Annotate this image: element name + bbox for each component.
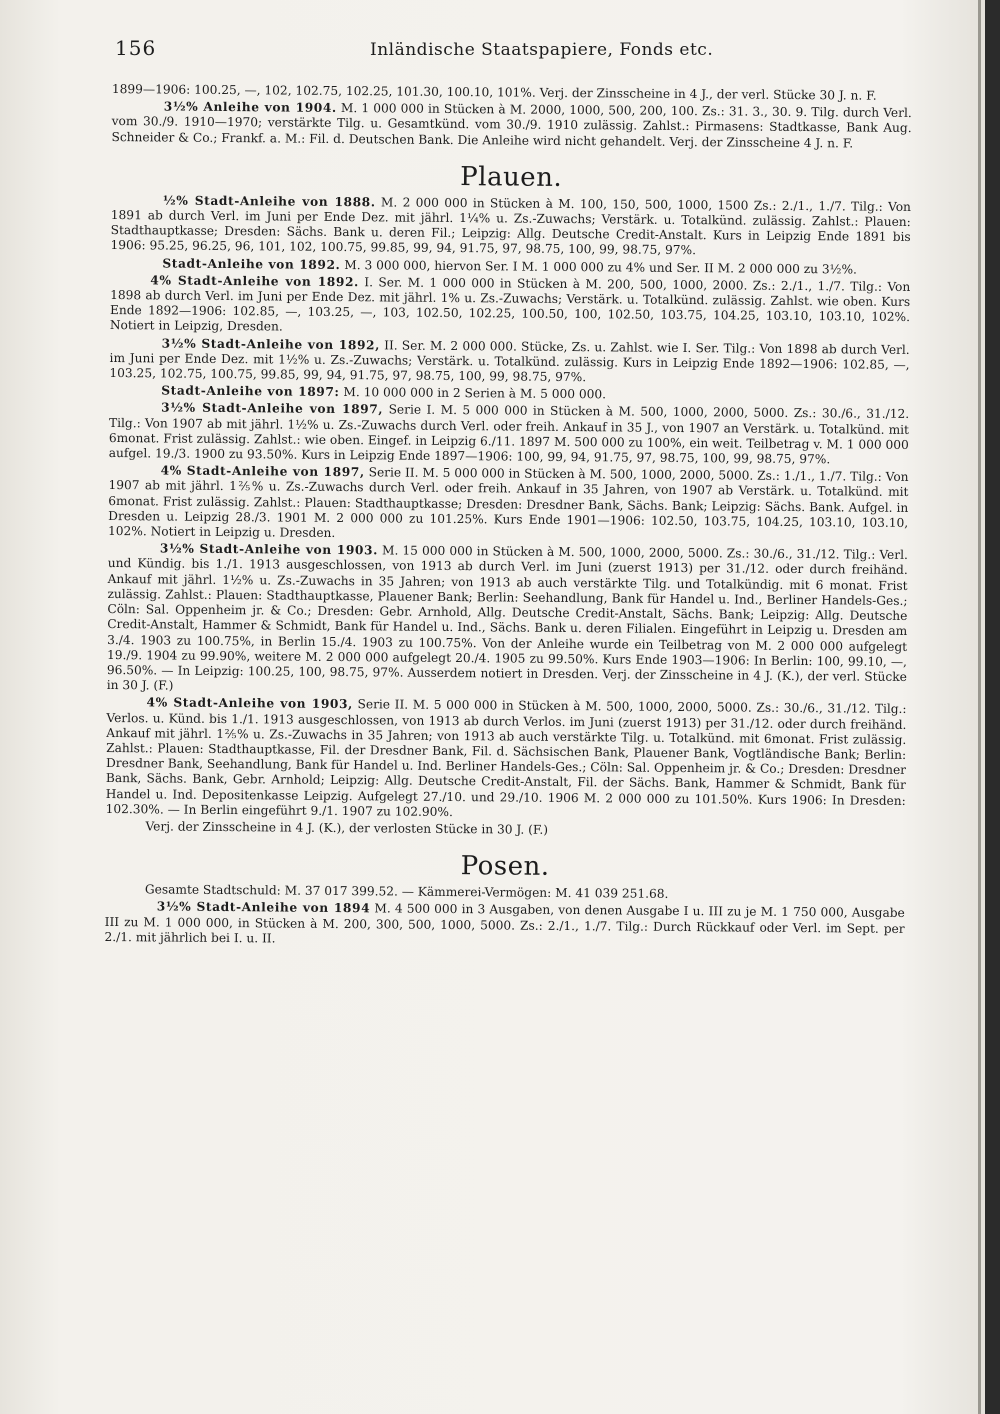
plauen-entry-1888 [111,193,912,261]
entry-title: Stadt-Anleihe von 1897: [161,383,340,400]
entry-title: 4% Stadt-Anleihe von 1897, [160,463,365,480]
scan-border [985,0,1000,1414]
entry-title: 3½% Stadt-Anleihe von 1903. [159,541,379,558]
section-heading-posen: Posen. [460,851,550,882]
section-heading-plauen: Plauen. [460,161,563,193]
page-edge-line [978,0,981,1414]
posen-entry-1894 [104,899,904,952]
entry-text: M. 2 000 000 in Stücken à M. 100, 150, 500, 1000, 1500 Zs.: 2./1., 1./7. Tilg.: Von 1891 ab durch Verl. im Juni per Ende Dez. mit jährl. 1¼% u. Zs.-Zuwachs; Verstärk. u. Totalkünd. zulässig. Zahlst.: Plauen: Stadthauptkasse; Dresden: Sächs. Bank u. deren Fil.; Leipzig: Allg. Deutsche Credit-Anstalt. Kurs in Leipzig Ende 1891 bis 1906: 95.25, 96.25, 96, 101, 102, 100.75, 99.85, 99, 94, 91.75, 97, 98.75, 100, 99, 98.75, 97%. [110,195,912,258]
plauen-entry-1897-ser2 [108,463,909,546]
plauen-entry-1892-ser1 [110,273,911,341]
posen-debt-summary: Gesamte Stadtschuld: M. 37 017 399.52. — Kämmerei-Vermögen: M. 41 039 251.68. [144,882,669,902]
entry-title: 3½% Stadt-Anleihe von 1892, [161,336,381,352]
entry-text: Serie II. M. 5 000 000 in Stücken à M. 500, 1000, 2000, 5000. Zs.: 30./6., 31./12. Tilg.: Verlos. u. Künd. bis 1./1. 1913 ausgeschlossen, von 1913 ab durch Verlos. im Juni (zuerst 1913) per 31./12. oder durch freihänd. Ankauf mit jährl. 1⅖% u. Zs.-Zuwachs in 35 Jahren; von 1913 ab auch verstärkte Tilg. u. Totalkünd. mit 6monat. Frist zulässig. Zahlst.: Plauen: Stadthauptkasse, Fil. der Dresdner Bank, Fil. d. Sächsischen Bank, Plauener Bank, Vogtländische Bank; Berlin: Dresdner Bank, Seehandlung, Bank für Handel u. Ind. Berliner Handels-Ges.; Cöln: Sal. Oppenheim jr. & Co.; Dresden: Dresdner Bank, Sächs. Bank, Gebr. Arnhold; Leipzig: Allg. Deutsche Credit-Anstalt, Fil. der Sächs. Bank, Hammer & Schmidt, Bank für Handel u. Ind. Depositenkasse Leipzig. Aufgelegt 27./10. und 29./10. 1906 M. 2 000 000 zu 101.50%. Kurs 1906: In Dresden: 102.30%. — In Berlin eingeführt 9./1. 1907 zu 102.90%. [105,697,907,819]
entry-title: Stadt-Anleihe von 1892. [162,256,341,272]
entry-text: M. 10 000 000 in 2 Serien à M. 5 000 000. [339,385,607,402]
plauen-entry-1903 [107,541,908,700]
page-header [115,34,915,64]
plauen-entry-1892-ser2 [109,336,909,389]
entry-title: 3½% Anleihe von 1904. [163,99,337,116]
entry-text: M. 3 000 000, hiervon Ser. I M. 1 000 000 zu 4% und Ser. II M. 2 000 000 zu 3½%. [340,257,858,277]
plauen-entry-1903-ser2 [106,695,907,824]
entry-text: Serie I. M. 5 000 000 in Stücken à M. 500, 1000, 2000, 5000. Zs.: 30./6., 31./12. Tilg.: Von 1907 ab mit jährl. 1½% u. Zs.-Zuwachs durch Verl. oder freih. Ankauf in 35 J., von 1907 an Verstärk. u. Totalkünd. mit 6monat. Frist zulässig. Zahlst.: wie oben. Eingef. in Leipzig 6./11. 1897 M. 500 000 zu 100%, ein weit. Teilbetrag v. M. 1 000 000 aufgel. 19./3. 1900 zu 93.50%. Kurs in Leipzig Ende 1897—1906: 100, 99, 94, 91.75, 97, 98.75, 100, 99, 98.75, 97%. [108,402,910,467]
entry-text: M. 4 500 000 in 3 Ausgaben, von denen Ausgabe I u. III zu je M. 1 750 000, Ausgabe III zu M. 1 000 000, in Stücken à M. 200, 300, 500, 1000, 5000. Zs.: 2./1., 1./7. Tilg.: Durch Rückkauf oder Verl. im Sept. per 2./1. mit jährlich bei I. u. II. [104,901,905,946]
plauen-entry-1903-tail: Verj. der Zinsscheine in 4 J. (K.), der verlosten Stücke in 30 J. (F.) [145,819,549,837]
intro-entry [111,99,911,152]
page-content [104,82,912,954]
entry-text: II. Ser. M. 2 000 000. Stücke, Zs. u. Zahlst. wie I. Ser. Tilg.: Von 1898 ab durch Verl. im Juni per Ende Dez. mit 1½% u. Zs.-Zuwachs; Verstärk. u. Totalkünd. zulässig. Kurs in Leipzig Ende 1892—1906: 102.85, —, 103.25, 102.75, 100.75, 99.85, 99, 94, 91.75, 97, 98.75, 100, 99, 98.75, 97%. [109,337,910,385]
entry-title: 3½% Stadt-Anleihe von 1894 [156,899,371,916]
entry-title: 3½% Stadt-Anleihe von 1897, [161,400,384,417]
entry-text: I. Ser. M. 1 000 000 in Stücken à M. 200, 500, 1000, 2000. Zs.: 2./1., 1./7. Tilg.: Von 1898 ab durch Verl. im Juni per Ende Dez. mit jährl. 1% u. Zs.-Zuwachs; Verstärk. u. Totalkünd. zulässig. Zahlst. wie oben. Kurs Ende 1892—1906: 102.85, —, 103.25, —, 103, 102.50, 102.25, 100.50, 100, 102.50, 103.75, 104.25, 103.10, 103.10, 102%. Notiert in Leipzig, Dresden. [109,274,911,334]
page-number: 156 [115,36,157,60]
entry-title: 4% Stadt-Anleihe von 1892. [150,273,359,289]
entry-text: Serie II. M. 5 000 000 in Stücken à M. 500, 1000, 2000, 5000. Zs.: 1./1., 1./7. Tilg.: Von 1907 ab mit jährl. 1⅖% u. Zs.-Zuwachs durch Verl. oder freih. Ankauf in 35 Jahren, von 1907 ab Verstärk. u. Totalkünd. mit 6monat. Frist zulässig. Zahlst.: Plauen: Stadthauptkasse; Dresden: Dresdner Bank, Sächs. Bank; Leipzig: Sächs. Bank. Aufgel. in Dresden u. Leipzig 28./3. 1901 M. 2 000 000 zu 101.25%. Kurs Ende 1901—1906: 102.50, 103.75, 104.25, 103.10, 103.10, 102%. Notiert in Leipzig u. Dresden. [108,465,909,541]
entry-title: 4% Stadt-Anleihe von 1903, [146,695,353,712]
plauen-entry-1897-ser1 [109,400,910,468]
running-title: Inländische Staatspapiere, Fonds etc. [370,40,714,60]
entry-text: M. 1 000 000 in Stücken à M. 2000, 1000, 500, 200, 100. Zs.: 31. 3., 30. 9. Tilg. durch Verl. vom 30./9. 1910—1970; verstärkte Tilg. u. Gesamtkünd. vom 30./9. 1910 zulässig. Zahlst.: Pirmasens: Stadtkasse, Bank Aug. Schneider & Co.; Frankf. a. M.: Fil. d. Deutschen Bank. Die Anleihe wird nicht gehandelt. Verj. der Zinsscheine 4 J. n. F. [111,101,912,151]
entry-title: ½% Stadt-Anleihe von 1888. [162,193,376,210]
intro-paragraph: 1899—1906: 100.25, —, 102, 102.75, 102.25, 101.30, 100.10, 101%. Verj. der Zinsscheine in 4 J., der verl. Stücke 30 J. n. F. [111,82,877,103]
entry-text: M. 15 000 000 in Stücken à M. 500, 1000, 2000, 5000. Zs.: 30./6., 31./12. Tilg.: Verl. und Kündig. bis 1./1. 1913 ausgeschlossen, von 1913 ab durch Verl. im Juni (zuerst 1913) per 31./12. oder durch freihänd. Ankauf mit jährl. 1½% u. Zs.-Zuwachs in 35 Jahren; von 1913 ab auch verstärkte Tilg. und Totalkündig. mit 6 monat. Frist zulässig. Zahlst.: Plauen: Stadthauptkasse, Plauener Bank; Berlin: Seehandlung, Bank für Handel u. Ind., Berliner Handels-Ges.; Cöln: Sal. Oppenheim jr. & Co.; Dresden: Gebr. Arnhold, Allg. Deutsche Credit-Anstalt, Sächs. Bank; Leipzig: Allg. Deutsche Credit-Anstalt, Hammer & Schmidt, Bank für Handel u. Ind., Sächs. Bank u. deren Filialen. Eingeführt in Leipzig u. Dresden am 3./4. 1903 zu 100.75%, in Berlin 15./4. 1903 zu 100.75%. Von der Anleihe wurde ein Teilbetrag von M. 2 000 000 aufgelegt 19./9. 1904 zu 99.90%, weitere M. 2 000 000 aufgelegt 20./4. 1905 zu 99.50%. Kurs Ende 1903—1906: In Berlin: 100, 99.10, —, 96.50%. — In Leipzig: 100.25, 100, 98.75, 97%. Ausserdem notiert in Dresden. Verj. der Zinsscheine in 4 J. (K.), der verl. Stücke in 30 J. (F.) [106,543,908,693]
